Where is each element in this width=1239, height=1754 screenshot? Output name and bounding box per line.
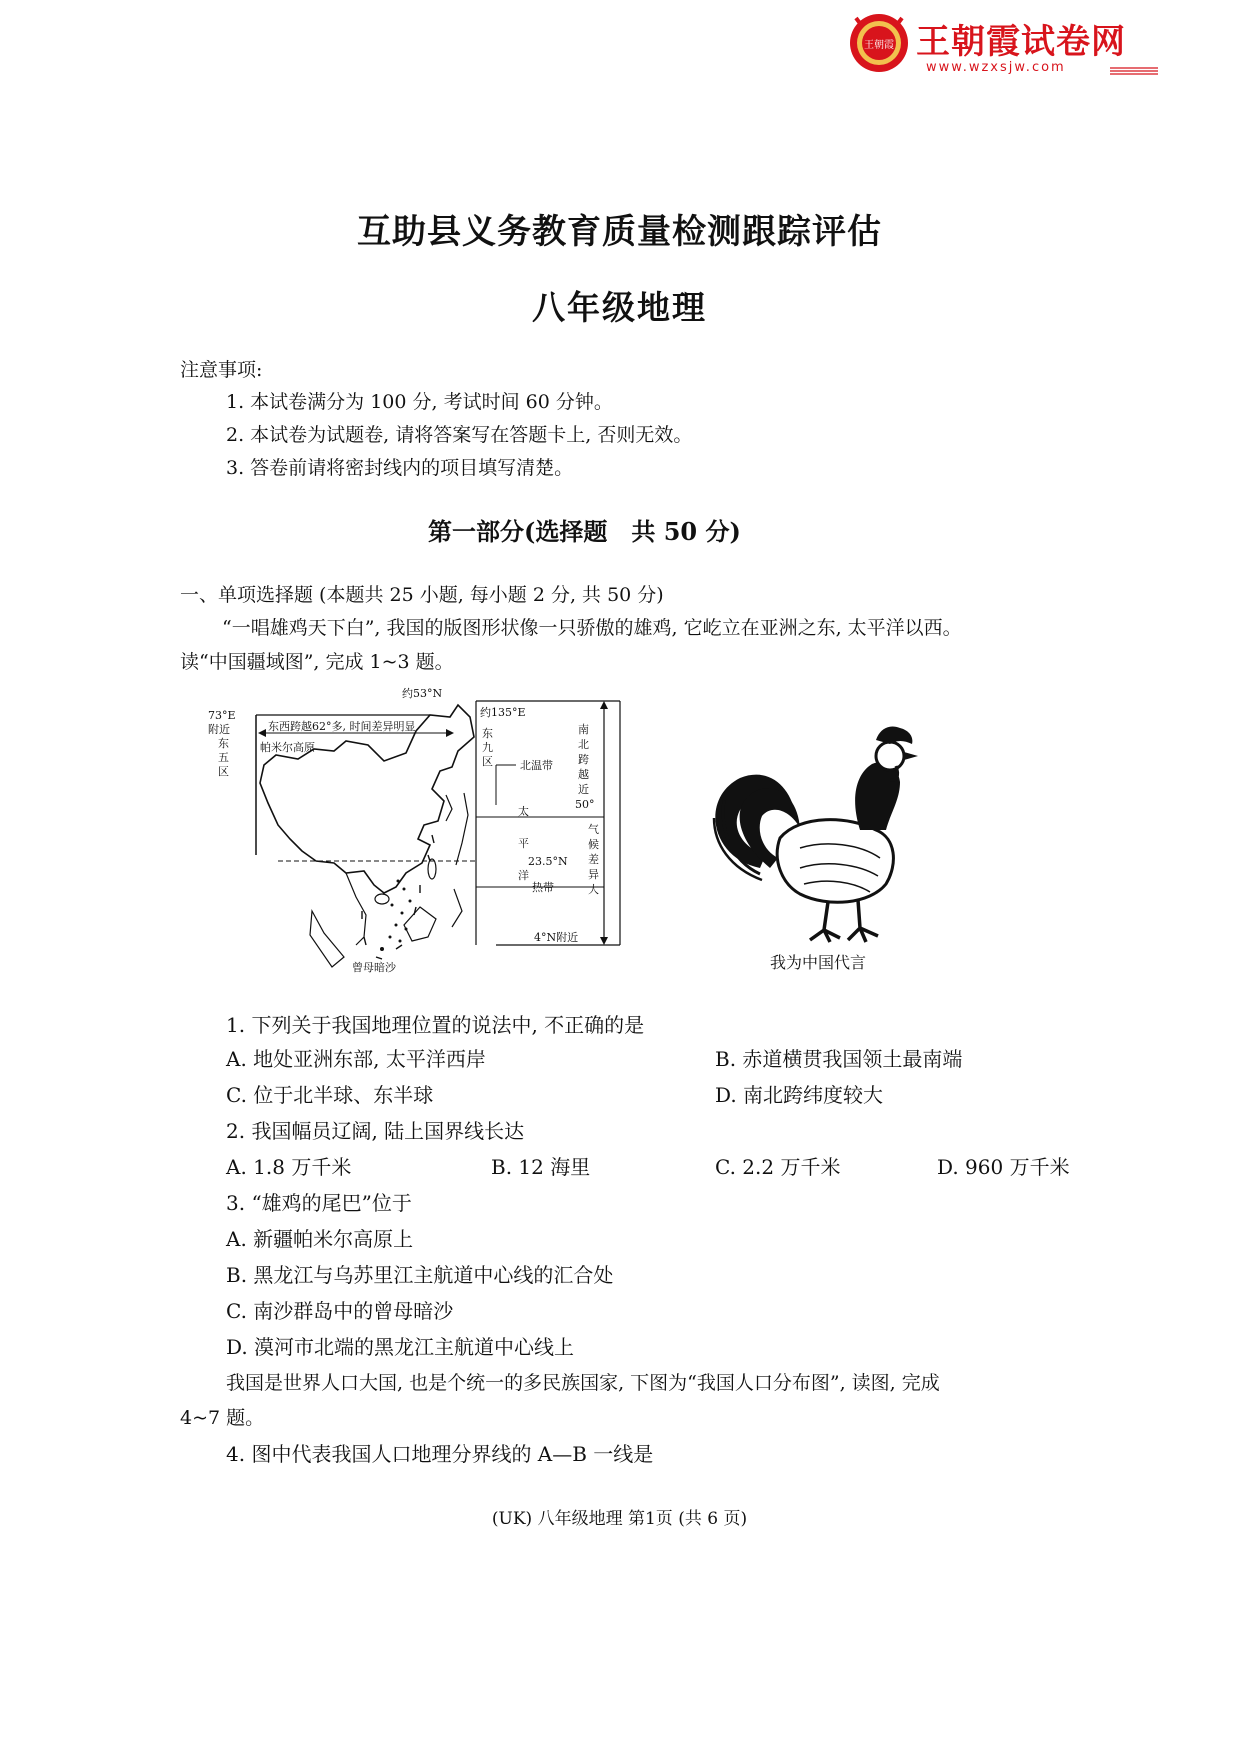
question-2-option-d: D. 960 万千米 <box>937 1155 1070 1179</box>
question-2-stem: 2. 我国幅员辽阔, 陆上国界线长达 <box>226 1119 525 1143</box>
question-2-option-a: A. 1.8 万千米 <box>226 1155 352 1179</box>
question-1-stem: 1. 下列关于我国地理位置的说法中, 不正确的是 <box>226 1013 645 1037</box>
question-2-option-c: C. 2.2 万千米 <box>715 1155 841 1179</box>
notice-item: 2. 本试卷为试题卷, 请将答案写在答题卡上, 否则无效。 <box>226 424 693 446</box>
map-label-east9: 九 <box>482 741 493 754</box>
question-3-option-d: D. 漠河市北端的黑龙江主航道中心线上 <box>226 1335 575 1359</box>
exam-title: 互助县义务教育质量检测跟踪评估 <box>357 212 882 252</box>
rooster-caption: 我为中国代言 <box>770 953 867 972</box>
map-label-pacific: 洋 <box>518 869 529 882</box>
passage-2-text: 4~7 题。 <box>180 1407 265 1429</box>
svg-text:南: 南 <box>578 723 589 736</box>
question-1-option-c: C. 位于北半球、东半球 <box>226 1083 434 1107</box>
question-2-option-b: B. 12 海里 <box>491 1155 591 1179</box>
map-label-zengmu: 曾母暗沙 <box>352 961 396 974</box>
part-heading: 第一部分(选择题 共 50 分) <box>428 517 741 546</box>
svg-text:50°: 50° <box>575 798 595 811</box>
svg-text:异: 异 <box>588 868 599 881</box>
section-intro: 读“中国疆域图”, 完成 1~3 题。 <box>180 651 454 673</box>
decorative-lines <box>1110 66 1158 76</box>
section-heading: 一、单项选择题 (本题共 25 小题, 每小题 2 分, 共 50 分) <box>180 584 664 606</box>
question-1-option-a: A. 地处亚洲东部, 太平洋西岸 <box>226 1047 486 1071</box>
map-label-east5: 五 <box>218 751 229 764</box>
seal-icon <box>848 12 910 74</box>
svg-text:近: 近 <box>578 783 589 796</box>
section-intro: “一唱雄鸡天下白”, 我国的版图形状像一只骄傲的雄鸡, 它屹立在亚洲之东, 太平洋以西。 <box>222 617 962 639</box>
svg-text:北: 北 <box>578 738 589 751</box>
map-label-tropical: 热带 <box>532 881 554 894</box>
china-territory-map <box>206 675 636 995</box>
notice-item: 1. 本试卷满分为 100 分, 考试时间 60 分钟。 <box>226 391 613 413</box>
map-label-lon73: 73°E <box>208 709 236 722</box>
svg-text:气: 气 <box>588 823 599 836</box>
map-label-lat53: 约53°N <box>402 687 443 700</box>
map-label-east5: 区 <box>218 765 229 778</box>
map-label-ns-span <box>575 723 599 896</box>
map-label-pacific: 太 <box>518 805 529 818</box>
map-label-tropic: 23.5°N <box>528 855 568 868</box>
map-label-lon135: 约135°E <box>480 706 526 719</box>
svg-text:跨: 跨 <box>578 753 589 766</box>
map-label-span: 东西跨越62°多, 时间差异明显 <box>268 720 416 733</box>
map-label-east9: 区 <box>482 755 493 768</box>
question-3-stem: 3. “雄鸡的尾巴”位于 <box>226 1191 412 1215</box>
map-label-east9: 东 <box>482 727 493 740</box>
seal-text: 王朝霞 <box>864 40 894 51</box>
map-label-lat4: 4°N附近 <box>534 931 579 944</box>
rooster-illustration <box>700 718 950 952</box>
site-logo <box>848 10 1148 76</box>
svg-text:差: 差 <box>588 853 599 866</box>
passage-2-text: 我国是世界人口大国, 也是个统一的多民族国家, 下图为“我国人口分布图”, 读图, 完成 <box>226 1372 940 1394</box>
map-label-north-temperate: 北温带 <box>520 759 553 772</box>
svg-text:候: 候 <box>588 838 599 851</box>
svg-text:大: 大 <box>588 883 599 896</box>
map-label-near: 附近 <box>208 723 230 736</box>
map-label-east5: 东 <box>218 737 229 750</box>
question-3-option-b: B. 黑龙江与乌苏里江主航道中心线的汇合处 <box>226 1263 614 1287</box>
exam-subject: 八年级地理 <box>532 288 707 327</box>
question-1-option-d: D. 南北跨纬度较大 <box>715 1083 884 1107</box>
notice-heading: 注意事项: <box>180 359 263 381</box>
map-label-pamir: 帕米尔高原 <box>260 741 315 754</box>
notice-item: 3. 答卷前请将密封线内的项目填写清楚。 <box>226 457 574 479</box>
site-url: www.wzxsjw.com <box>926 60 1066 75</box>
question-4-stem: 4. 图中代表我国人口地理分界线的 A—B 一线是 <box>226 1442 654 1466</box>
site-brand-name: 王朝霞试卷网 <box>916 22 1126 62</box>
question-3-option-c: C. 南沙群岛中的曾母暗沙 <box>226 1299 454 1323</box>
svg-text:越: 越 <box>578 768 589 781</box>
question-1-option-b: B. 赤道横贯我国领土最南端 <box>715 1047 963 1071</box>
page-footer: (UK) 八年级地理 第1页 (共 6 页) <box>491 1509 748 1529</box>
question-3-option-a: A. 新疆帕米尔高原上 <box>226 1227 414 1251</box>
map-label-pacific: 平 <box>518 837 529 850</box>
